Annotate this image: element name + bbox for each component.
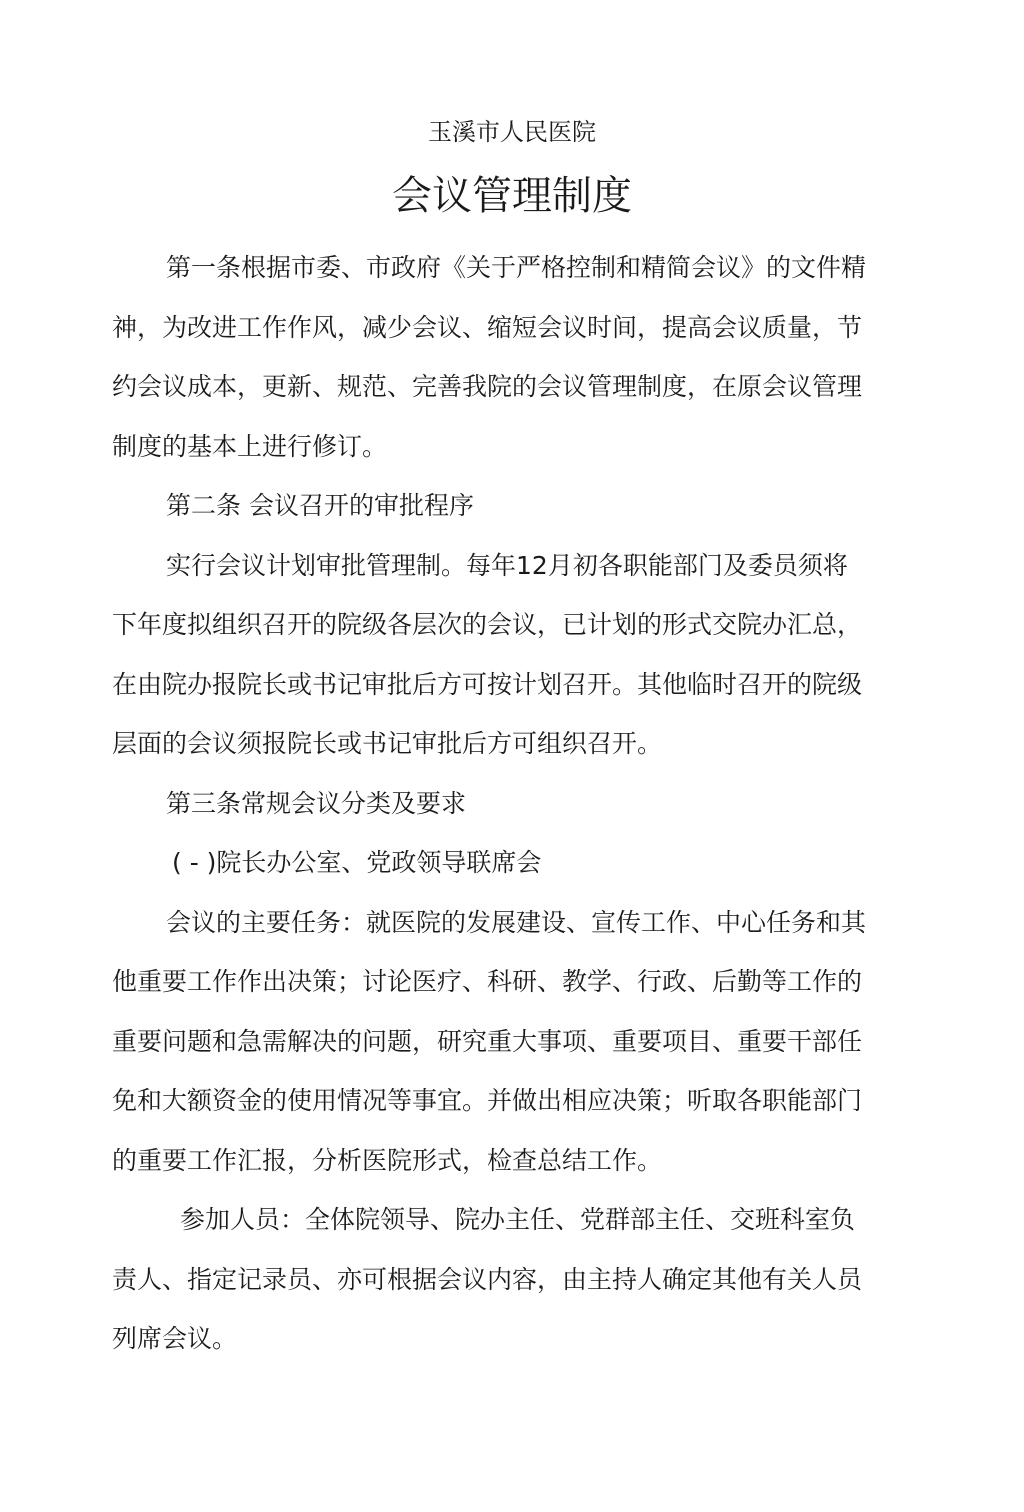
section-1-heading: ( - )院长办公室、党政领导联席会 [172, 848, 542, 877]
hospital-name: 玉溪市人民医院 [428, 118, 596, 146]
participants-paragraph: 参加人员：全体院领导、院办主任、党群部主任、交班科室负责人、指定记录员、亦可根据会议内容，由主持人确定其他有关人员列席会议。 [112, 1205, 863, 1353]
document-title: 会议管理制度 [392, 173, 632, 219]
article-1-paragraph: 第一条根据市委、市政府《关于严格控制和精简会议》的文件精神，为改进工作作风，减少会议、缩短会议时间，提高会议质量，节约会议成本，更新、规范、完善我院的会议管理制度，在原会议管理制度的基本上进行修订。 [112, 253, 867, 461]
article-2-paragraph: 实行会议计划审批管理制。每年12月初各职能部门及委员须将下年度拟组织召开的院级各层次的会议，已计划的形式交院办汇总，在由院办报院长或书记审批后方可按计划召开。其他临时召开的院级层面的会议须报院长或书记审批后方可组织召开。 [112, 550, 863, 758]
document-body [112, 238, 872, 1369]
meeting-tasks-paragraph: 会议的主要任务：就医院的发展建设、宣传工作、中心任务和其他重要工作作出决策；讨论医疗、科研、教学、行政、后勤等工作的重要问题和急需解决的问题，研究重大事项、重要项目、重要干部任免和大额资金的使用情况等事宜。并做出相应决策；听取各职能部门的重要工作汇报，分析医院形式，检查总结工作。 [112, 907, 867, 1175]
article-2-heading: 第二条 会议召开的审批程序 [166, 491, 474, 520]
article-3-heading: 第三条常规会议分类及要求 [166, 788, 467, 818]
